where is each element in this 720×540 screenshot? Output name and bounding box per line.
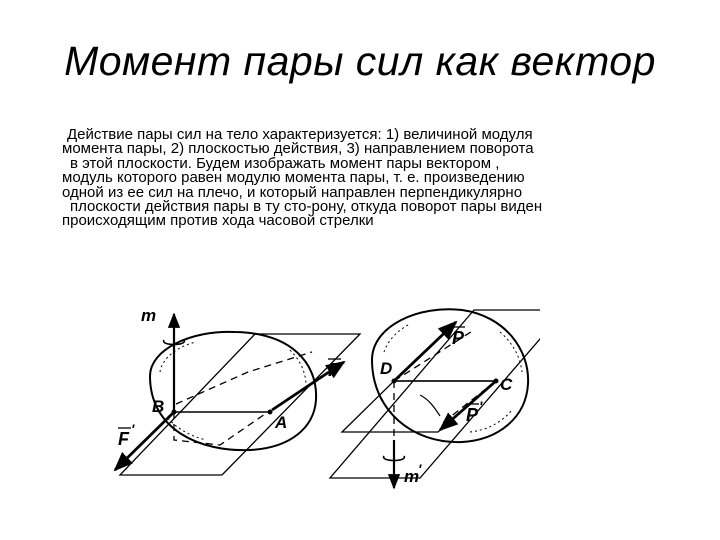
label-p-prime: P [466, 405, 479, 425]
label-c: C [500, 375, 513, 394]
body-line: одной из ее сил на плечо, и который направлен перпендикулярно [62, 183, 523, 201]
left-point-b [172, 410, 177, 415]
right-diagram [330, 309, 540, 488]
body-line: модуль которого равен модулю момента пары, т. е. произведению [62, 169, 525, 187]
slide-title: Момент пары сил как вектор [64, 38, 656, 84]
label-d: D [380, 359, 393, 378]
label-f-prime-mark: ' [131, 421, 135, 437]
label-b: B [152, 397, 165, 416]
couple-moment-figure [100, 290, 540, 500]
label-m-prime: m [404, 467, 420, 486]
label-m: m [141, 306, 157, 325]
right-rotation-hint [420, 395, 440, 416]
label-f: F [328, 360, 339, 380]
label-f-prime: F [118, 429, 129, 449]
body-line: плоскости действия пары в ту сто-рону, откуда поворот пары виден [70, 198, 543, 216]
right-force-vector [394, 322, 456, 381]
right-point-c [494, 379, 499, 384]
body-line: момента пары, 2) плоскостью действия, 3) направлением поворота [62, 140, 534, 158]
left-diagram [115, 306, 360, 475]
slide-body-text [62, 128, 662, 229]
label-a: A [275, 413, 288, 432]
label-m-prime-mark: ' [418, 461, 422, 477]
body-line: Действие пары сил на тело характеризуется: 1) величиной модуля [67, 126, 533, 143]
label-p-prime-mark: ' [479, 398, 483, 414]
right-point-d [392, 379, 397, 384]
body-line: происходящим против хода часовой стрелки [62, 212, 374, 230]
right-action-plane [330, 310, 540, 478]
label-p: P [452, 328, 465, 348]
left-point-a [268, 410, 273, 415]
body-line: в этой плоскости. Будем изображать момент пары вектором , [70, 154, 500, 172]
